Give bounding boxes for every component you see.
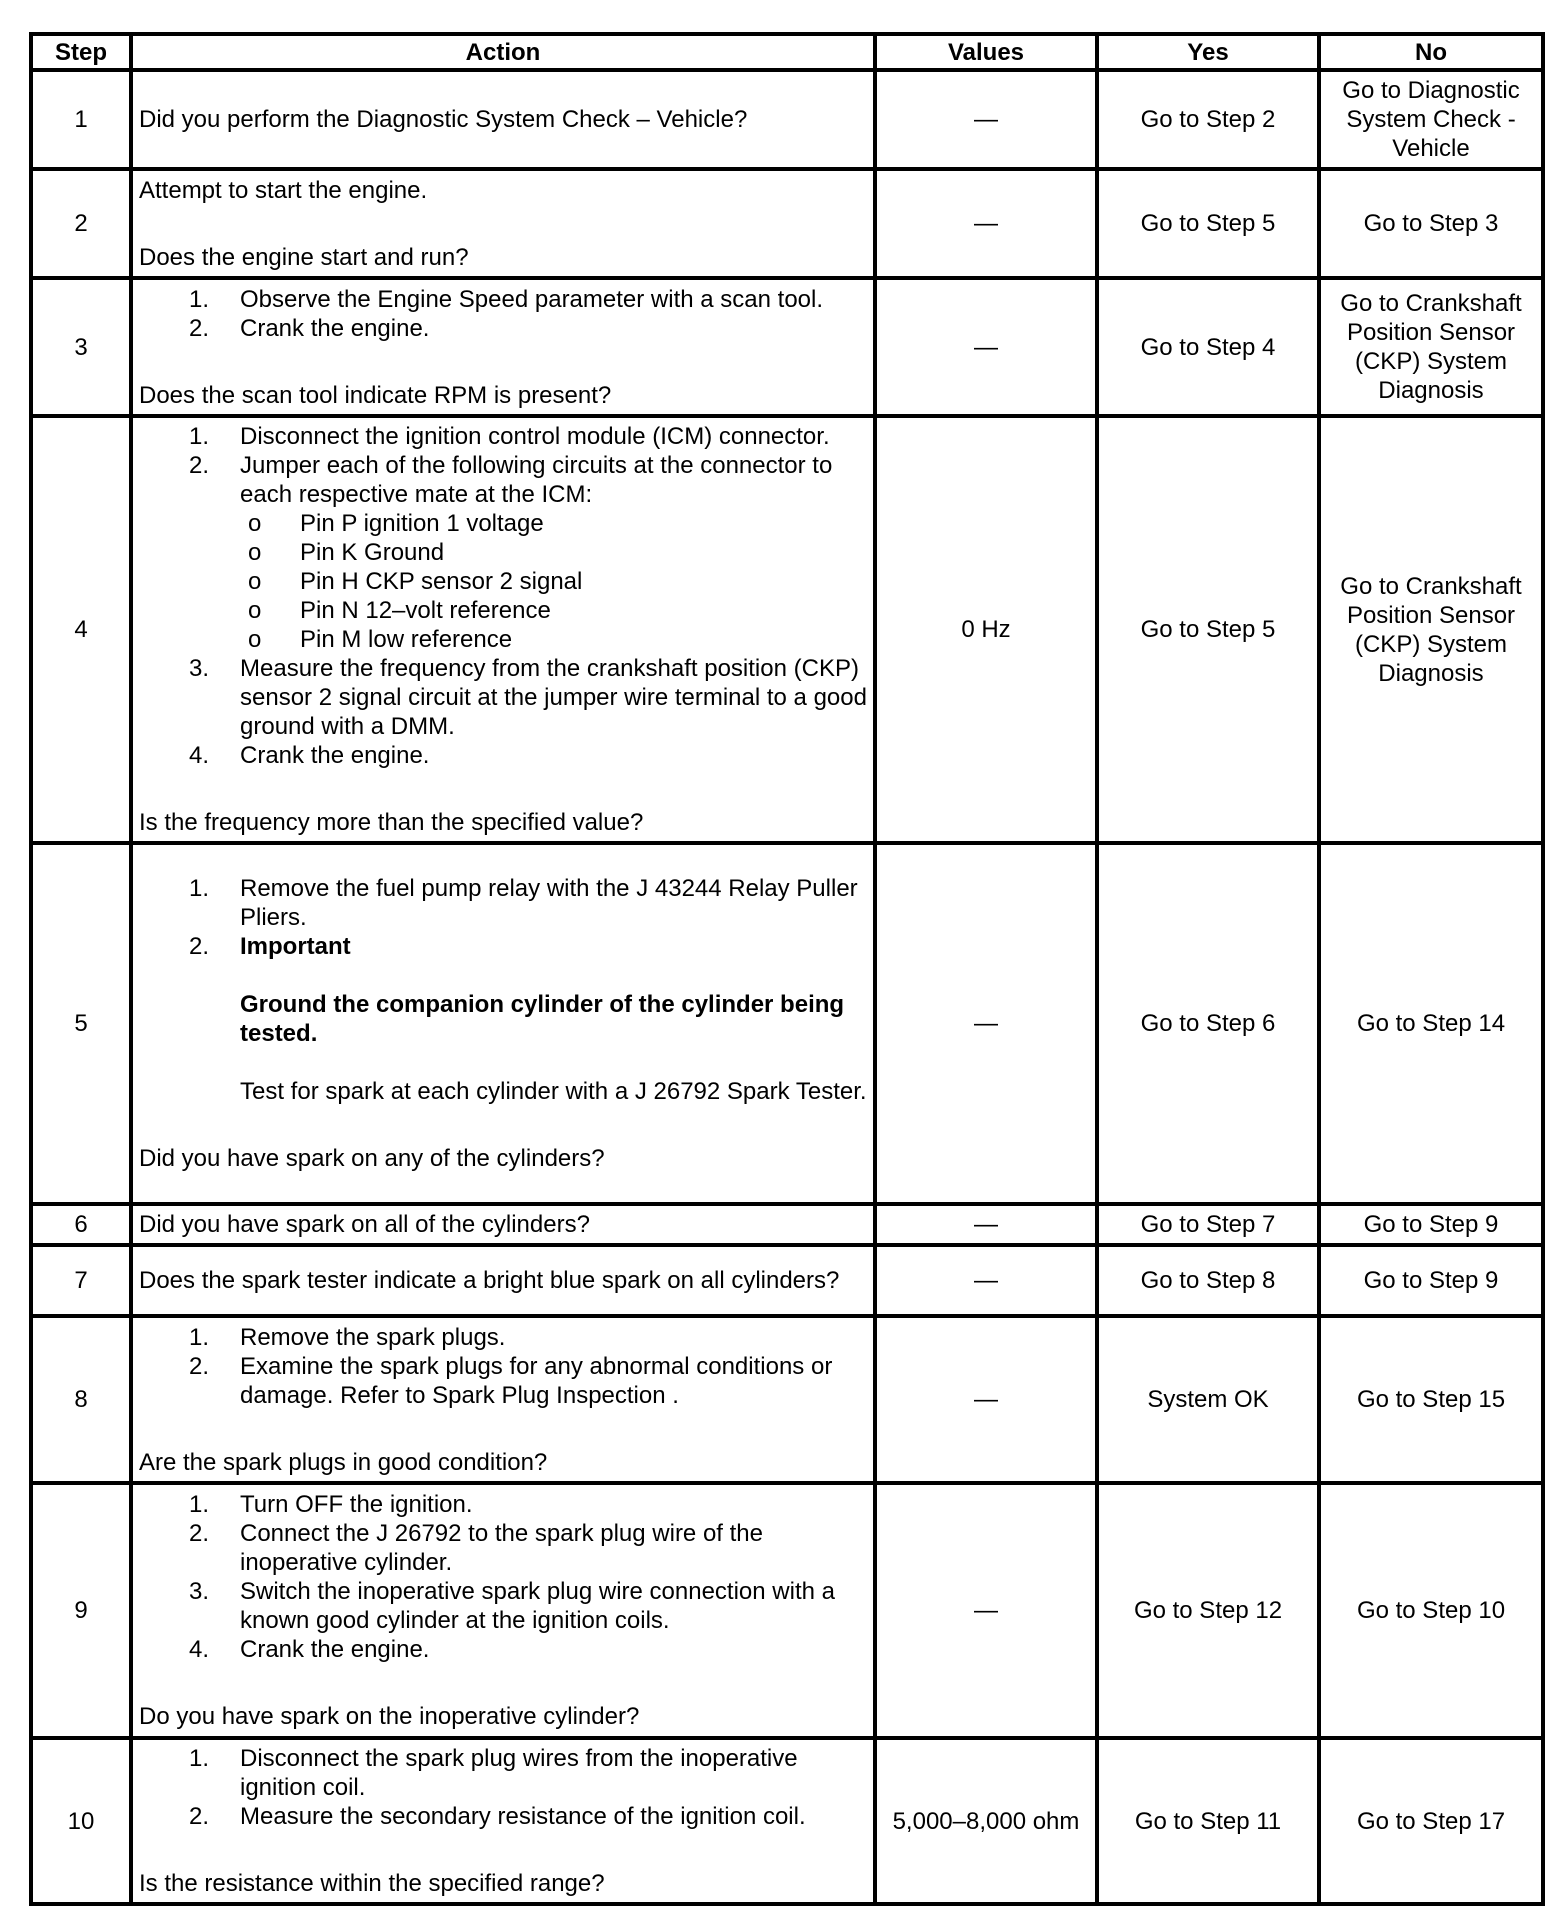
numbered-list xyxy=(139,422,867,770)
question: Is the frequency more than the specified value? xyxy=(139,809,644,836)
yes-cell: System OK xyxy=(1097,1316,1319,1483)
list-item: 3. Measure the frequency from the crankshaft position (CKP) sensor 2 signal circuit at the jumper wire terminal to a good ground with a DMM. xyxy=(189,655,867,740)
no-cell: Go to Crankshaft Position Sensor (CKP) System Diagnosis xyxy=(1319,416,1543,843)
table-row xyxy=(31,1204,1543,1245)
list-item: 4. Crank the engine. xyxy=(189,742,430,769)
question: Does the scan tool indicate RPM is present? xyxy=(139,381,612,409)
list-item: 2. Important Ground the companion cylinder of the cylinder being tested. Test for spark at each cylinder with a J 26792 Spark Tester. xyxy=(189,933,867,1105)
step-number: 10 xyxy=(31,1738,131,1904)
value-cell: — xyxy=(875,1483,1097,1738)
list-item: 2. Measure the secondary resistance of the ignition coil. xyxy=(189,1803,806,1830)
diagnostic-table xyxy=(29,32,1545,1906)
list-item: 4. Crank the engine. xyxy=(189,1636,430,1663)
yes-cell: Go to Step 4 xyxy=(1097,278,1319,416)
step-number: 4 xyxy=(31,416,131,843)
bullet-item: o Pin M low reference xyxy=(248,626,513,653)
list-item: 1. Observe the Engine Speed parameter with a scan tool. xyxy=(189,285,824,313)
bullet-item: o Pin K Ground xyxy=(248,539,445,566)
value-cell: — xyxy=(875,1245,1097,1316)
value-cell: 5,000–8,000 ohm xyxy=(875,1738,1097,1904)
action-cell xyxy=(131,278,875,416)
table-row xyxy=(31,278,1543,416)
important-label: Important xyxy=(240,933,351,960)
action-cell xyxy=(131,416,875,843)
header-action: Action xyxy=(131,34,875,70)
yes-cell: Go to Step 12 xyxy=(1097,1483,1319,1738)
header-yes: Yes xyxy=(1097,34,1319,70)
bullet-item: o Pin N 12–volt reference xyxy=(248,597,551,624)
step-number: 1 xyxy=(31,70,131,169)
yes-cell: Go to Step 5 xyxy=(1097,169,1319,278)
value-cell: — xyxy=(875,70,1097,169)
list-item: 2. Connect the J 26792 to the spark plug wire of the inoperative cylinder. xyxy=(189,1520,763,1576)
numbered-list xyxy=(139,1490,867,1664)
no-cell: Go to Diagnostic System Check - Vehicle xyxy=(1319,70,1543,169)
value-cell: — xyxy=(875,1204,1097,1245)
action-cell xyxy=(131,1204,875,1245)
no-cell: Go to Step 9 xyxy=(1319,1204,1543,1245)
action-cell xyxy=(131,169,875,278)
no-cell: Go to Step 17 xyxy=(1319,1738,1543,1904)
value-cell: — xyxy=(875,278,1097,416)
yes-cell: Go to Step 6 xyxy=(1097,843,1319,1204)
value-cell: — xyxy=(875,169,1097,278)
table-row xyxy=(31,416,1543,843)
list-item: 2. Crank the engine. xyxy=(189,314,430,342)
table-row xyxy=(31,1738,1543,1904)
question: Are the spark plugs in good condition? xyxy=(139,1448,548,1476)
action-cell xyxy=(131,1738,875,1904)
bullet-item: o Pin P ignition 1 voltage xyxy=(248,510,544,537)
no-cell: Go to Step 10 xyxy=(1319,1483,1543,1738)
table-row xyxy=(31,843,1543,1204)
yes-cell: Go to Step 8 xyxy=(1097,1245,1319,1316)
table-row xyxy=(31,1483,1543,1738)
list-item: 2. Examine the spark plugs for any abnormal conditions or damage. Refer to Spark Plug Inspection . xyxy=(189,1352,833,1409)
no-cell: Go to Crankshaft Position Sensor (CKP) System Diagnosis xyxy=(1319,278,1543,416)
step-number: 7 xyxy=(31,1245,131,1316)
step-number: 8 xyxy=(31,1316,131,1483)
question: Did you have spark on any of the cylinders? xyxy=(139,1145,605,1172)
header-no: No xyxy=(1319,34,1543,70)
step-number: 2 xyxy=(31,169,131,278)
header-step: Step xyxy=(31,34,131,70)
instruction: Test for spark at each cylinder with a J 26792 Spark Tester. xyxy=(240,1078,867,1105)
step-number: 5 xyxy=(31,843,131,1204)
table-row xyxy=(31,169,1543,278)
list-item: 1. Turn OFF the ignition. xyxy=(189,1491,473,1518)
yes-cell: Go to Step 7 xyxy=(1097,1204,1319,1245)
action-cell xyxy=(131,1245,875,1316)
list-item: 1. Disconnect the spark plug wires from the inoperative ignition coil. xyxy=(189,1745,798,1801)
value-cell: — xyxy=(875,843,1097,1204)
yes-cell: Go to Step 2 xyxy=(1097,70,1319,169)
table-row xyxy=(31,1245,1543,1316)
question: Does the spark tester indicate a bright blue spark on all cylinders? xyxy=(139,1267,840,1294)
question: Did you have spark on all of the cylinders? xyxy=(139,1211,590,1238)
no-cell: Go to Step 3 xyxy=(1319,169,1543,278)
no-cell: Go to Step 15 xyxy=(1319,1316,1543,1483)
question: Did you perform the Diagnostic System Check – Vehicle? xyxy=(139,106,748,133)
yes-cell: Go to Step 11 xyxy=(1097,1738,1319,1904)
yes-cell: Go to Step 5 xyxy=(1097,416,1319,843)
list-item: 3. Switch the inoperative spark plug wire connection with a known good cylinder at the ignition coils. xyxy=(189,1578,835,1634)
no-cell: Go to Step 14 xyxy=(1319,843,1543,1204)
bullet-item: o Pin H CKP sensor 2 signal xyxy=(248,568,583,595)
instruction: Attempt to start the engine. xyxy=(139,176,428,204)
no-cell: Go to Step 9 xyxy=(1319,1245,1543,1316)
action-cell xyxy=(131,1316,875,1483)
action-cell xyxy=(131,843,875,1204)
header-values: Values xyxy=(875,34,1097,70)
numbered-list xyxy=(139,1744,867,1831)
list-item: 1. Disconnect the ignition control module (ICM) connector. xyxy=(189,423,830,450)
step-number: 3 xyxy=(31,278,131,416)
question: Do you have spark on the inoperative cylinder? xyxy=(139,1703,640,1730)
question: Is the resistance within the specified range? xyxy=(139,1870,605,1897)
list-item: 1. Remove the spark plugs. xyxy=(189,1323,506,1351)
action-cell xyxy=(131,70,875,169)
numbered-list xyxy=(139,874,867,1106)
value-cell: — xyxy=(875,1316,1097,1483)
table-row xyxy=(31,1316,1543,1483)
header-row xyxy=(31,34,1543,70)
value-cell: 0 Hz xyxy=(875,416,1097,843)
step-number: 9 xyxy=(31,1483,131,1738)
step-number: 6 xyxy=(31,1204,131,1245)
important-note: Ground the companion cylinder of the cylinder being tested. xyxy=(240,991,845,1047)
numbered-list xyxy=(139,1323,867,1410)
list-item: 1. Remove the fuel pump relay with the J 43244 Relay Puller Pliers. xyxy=(189,875,858,931)
list-item: 2. Jumper each of the following circuits at the connector to each respective mate at the ICM: o Pin P ignition 1 voltage o Pin K Ground o Pin H CKP sensor 2 signal o Pin N 12–volt reference o Pin M low reference xyxy=(139,451,867,654)
action-cell xyxy=(131,1483,875,1738)
question: Does the engine start and run? xyxy=(139,243,469,271)
table-row xyxy=(31,70,1543,169)
numbered-list xyxy=(139,285,867,343)
